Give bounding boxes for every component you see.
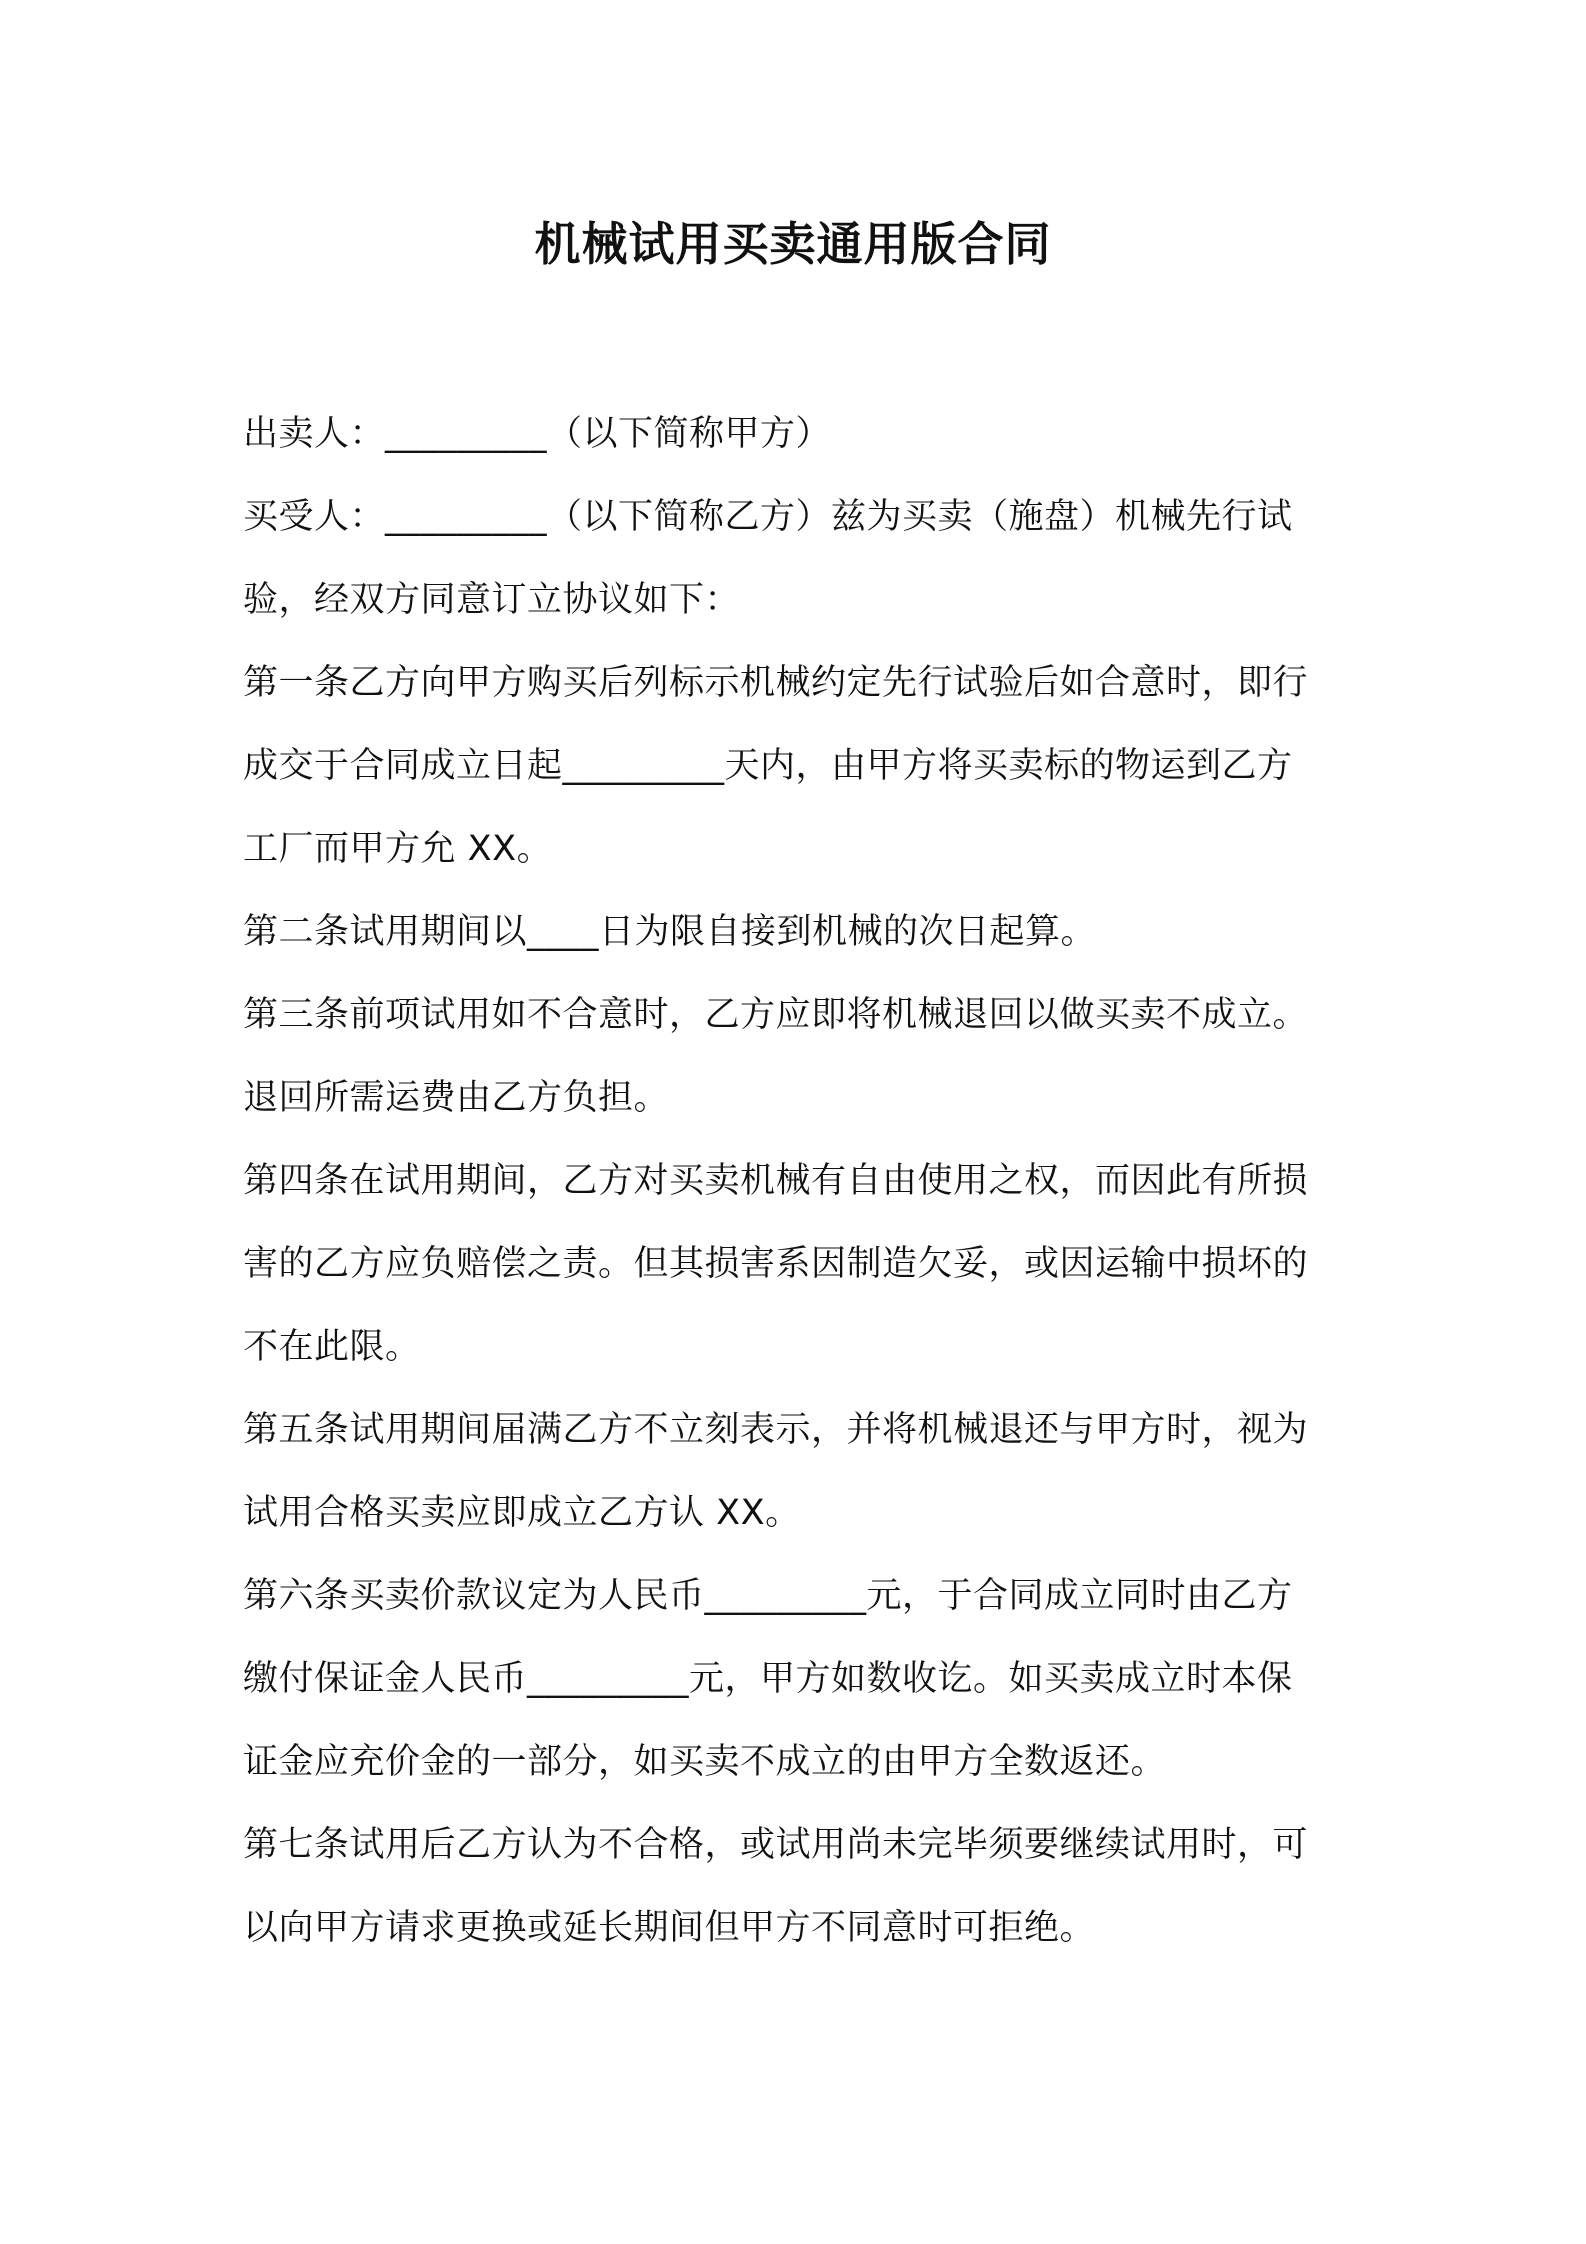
article-1-line-3: 工厂而甲方允 XX。	[243, 829, 553, 869]
article-6-line-3: 证金应充价金的一部分，如买卖不成立的由甲方全数返还。	[243, 1742, 1167, 1782]
article-7-line-2: 以向甲方请求更换或延长期间但甲方不同意时可拒绝。	[243, 1908, 1096, 1948]
article-3-line-2: 退回所需运费由乙方负担。	[243, 1078, 670, 1118]
article-4-line-2: 害的乙方应负赔偿之责。但其损害系因制造欠妥，或因运输中损坏的	[243, 1244, 1309, 1284]
article-4-line-3: 不在此限。	[243, 1327, 421, 1367]
article-3-line-1: 第三条前项试用如不合意时，乙方应即将机械退回以做买卖不成立。	[243, 995, 1309, 1035]
seller-line: 出卖人：_________（以下简称甲方）	[243, 414, 832, 454]
article-6-line-1: 第六条买卖价款议定为人民币_________元，于合同成立同时由乙方	[243, 1576, 1293, 1616]
document-title: 机械试用买卖通用版合同	[534, 217, 1052, 271]
article-5-line-2: 试用合格买卖应即成立乙方认 XX。	[243, 1493, 801, 1533]
intro-line: 验，经双方同意订立协议如下：	[243, 580, 741, 620]
buyer-line: 买受人：_________（以下简称乙方）兹为买卖（施盘）机械先行试	[243, 497, 1293, 537]
article-5-line-1: 第五条试用期间届满乙方不立刻表示，并将机械退还与甲方时，视为	[243, 1410, 1309, 1450]
article-1-line-1: 第一条乙方向甲方购买后列标示机械约定先行试验后如合意时，即行	[243, 663, 1309, 703]
article-2-line-1: 第二条试用期间以____日为限自接到机械的次日起算。	[243, 912, 1097, 952]
article-6-line-2: 缴付保证金人民币_________元，甲方如数收讫。如买卖成立时本保	[243, 1659, 1293, 1699]
article-4-line-1: 第四条在试用期间，乙方对买卖机械有自由使用之权，而因此有所损	[243, 1161, 1309, 1201]
article-1-line-2: 成交于合同成立日起_________天内，由甲方将买卖标的物运到乙方	[243, 746, 1293, 786]
contract-body	[243, 404, 1353, 1981]
article-7-line-1: 第七条试用后乙方认为不合格，或试用尚未完毕须要继续试用时，可	[243, 1825, 1309, 1865]
